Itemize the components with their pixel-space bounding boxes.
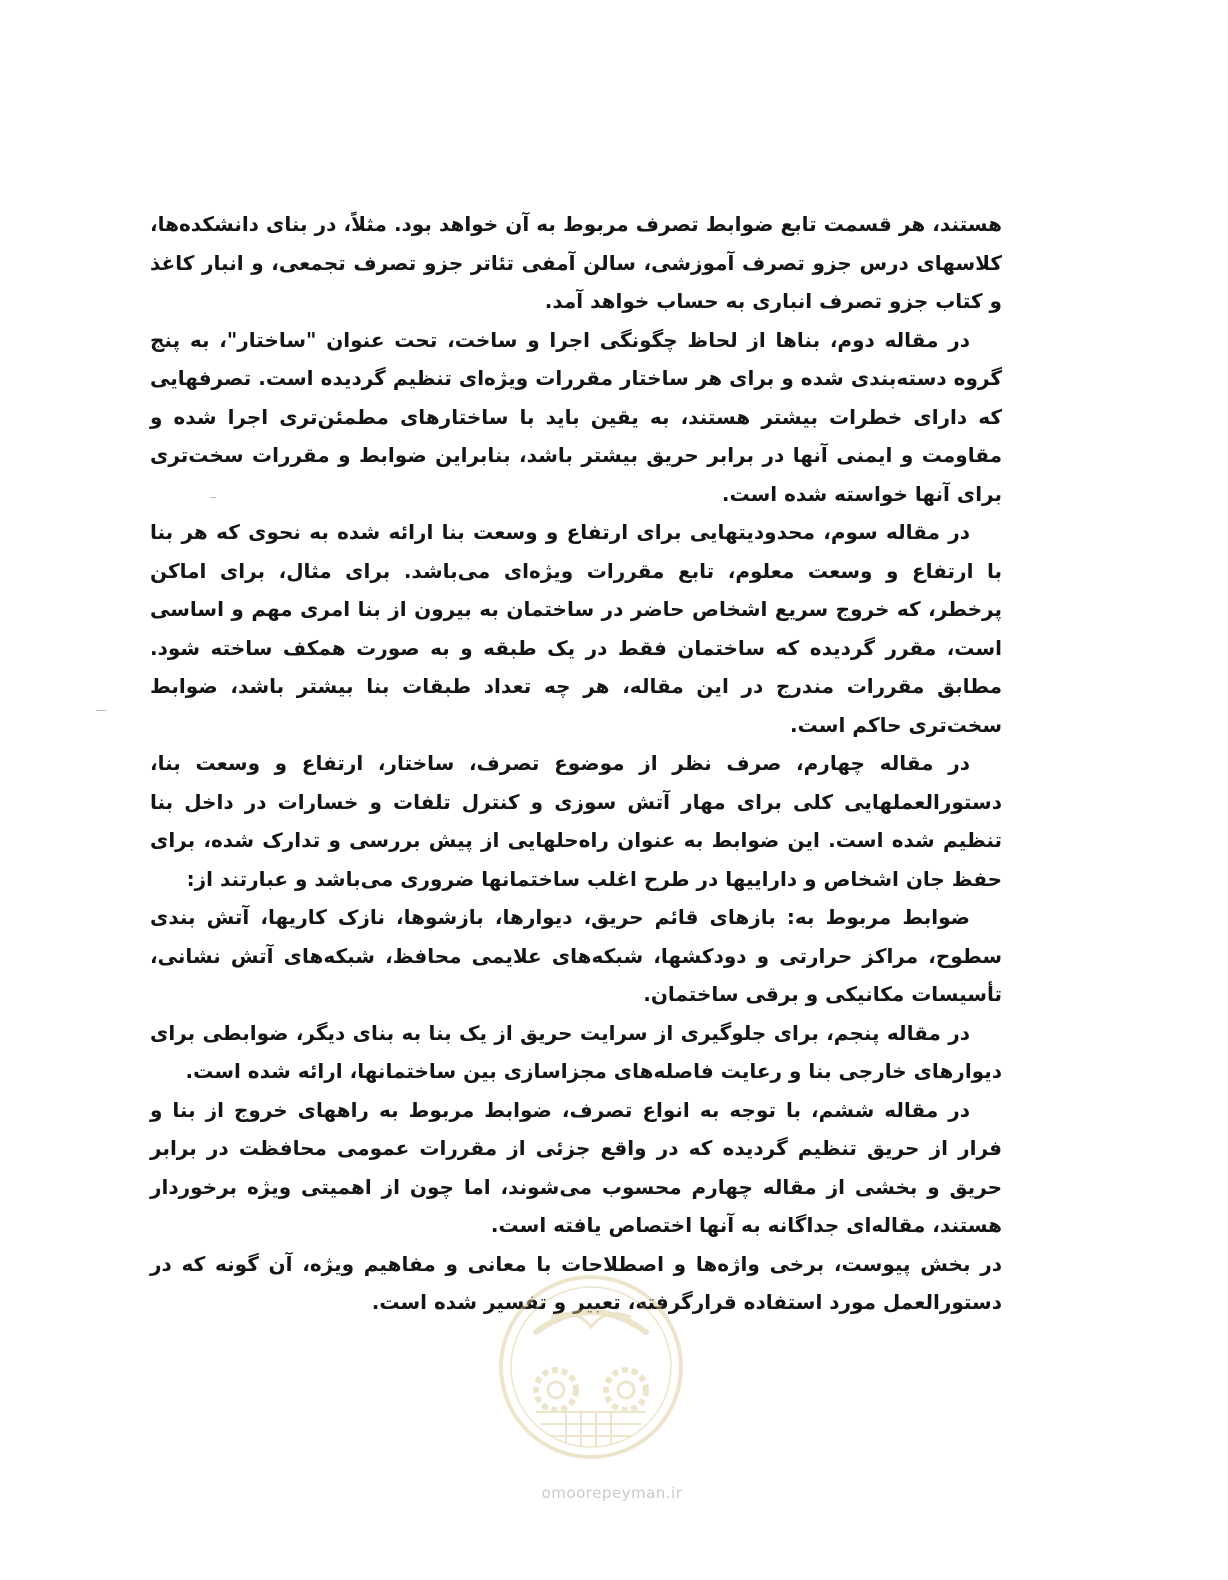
- margin-mark: [96, 710, 106, 711]
- body-text: [150, 205, 1002, 1322]
- paragraph-4: در مقاله چهارم، صرف نظر از موضوع تصرف، ساختار، ارتفاع و وسعت بنا، دستورالعملهایی کلی برای مهار آتش سوزی و کنترل تلفات و خسارات در داخل بنا تنظیم شده است. این ضوابط به عنوان راه‌حلهایی از پیش بررسی و تدارک شده، برای حفظ جان اشخاص و داراییها در طرح اغلب ساختمانها ضروری می‌باشد و عبارتند از:: [150, 751, 1002, 891]
- paragraph-2: در مقاله دوم، بناها از لحاظ چگونگی اجرا و ساخت، تحت عنوان "ساختار"، به پنج گروه دسته‌بندی شده و برای هر ساختار مقررات ویژه‌ای تنظیم گردیده است. تصرفهایی که دارای خطرات بیشتر هستند، به یقین باید با ساختارهای مطمئن‌تری اجرا شده و مقاومت و ایمنی آنها در برابر حریق بیشتر باشد، بنابراین ضوابط و مقررات سخت‌تری برای آنها خواسته شده است.: [150, 327, 1002, 506]
- paragraph-3: در مقاله سوم، محدودیتهایی برای ارتفاع و وسعت بنا ارائه شده به نحوی که هر بنا با ارتفاع و وسعت معلوم، تابع مقررات ویژه‌ای می‌باشد. برای مثال، برای اماکن پرخطر، که خروج سریع اشخاص حاضر در ساختمان به بیرون از بنا امری مهم و اساسی است، مقرر گردیده که ساختمان فقط در یک طبقه و به صورت همکف ساخته شود. مطابق مقررات مندرج در این مقاله، هر چه تعداد طبقات بنا بیشتر باشد، ضوابط سخت‌تری حاکم است.: [150, 520, 1002, 737]
- paragraph-8: در بخش پیوست، برخی واژه‌ها و اصطلاحات با معانی و مفاهیم ویژه، آن گونه که در دستورالعمل مورد استفاده قرارگرفته، تعبیر و تفسیر شده است.: [150, 1251, 1002, 1314]
- paragraph-7: در مقاله ششم، با توجه به انواع تصرف، ضوابط مربوط به راههای خروج از بنا و فرار از حریق تنظیم گردیده که در واقع جزئی از مقررات عمومی محافظت در برابر حریق و بخشی از مقاله چهارم محسوب می‌شوند، اما چون از اهمیتی ویژه برخوردار هستند، مقاله‌ای جداگانه به آنها اختصاص یافته است.: [150, 1097, 1002, 1237]
- paragraph-1: هستند، هر قسمت تابع ضوابط تصرف مربوط به آن خواهد بود. مثلاً، در بنای دانشکده‌ها، کلاسهای درس جزو تصرف آموزشی، سالن آمفی تئاتر جزو تصرف تجمعی، و انبار کاغذ و کتاب جزو تصرف انباری به حساب خواهد آمد.: [150, 212, 1002, 313]
- paragraph-6: در مقاله پنجم، برای جلوگیری از سرایت حریق از یک بنا به بنای دیگر، ضوابطی برای دیوارهای خارجی بنا و رعایت فاصله‌های مجزاسازی بین ساختمانها، ارائه شده است.: [150, 1020, 1002, 1083]
- watermark-logo-icon: [496, 1272, 686, 1462]
- watermark-site-text: omoorepeyman.ir: [541, 1484, 683, 1502]
- paragraph-5: ضوابط مربوط به: بازهای قائم حریق، دیوارها، بازشوها، نازک کاریها، آتش بندی سطوح، مراکز حرارتی و دودکشها، شبکه‌های علایمی محافظ، شبکه‌های آتش نشانی، تأسیسات مکانیکی و برقی ساختمان.: [150, 905, 1002, 1006]
